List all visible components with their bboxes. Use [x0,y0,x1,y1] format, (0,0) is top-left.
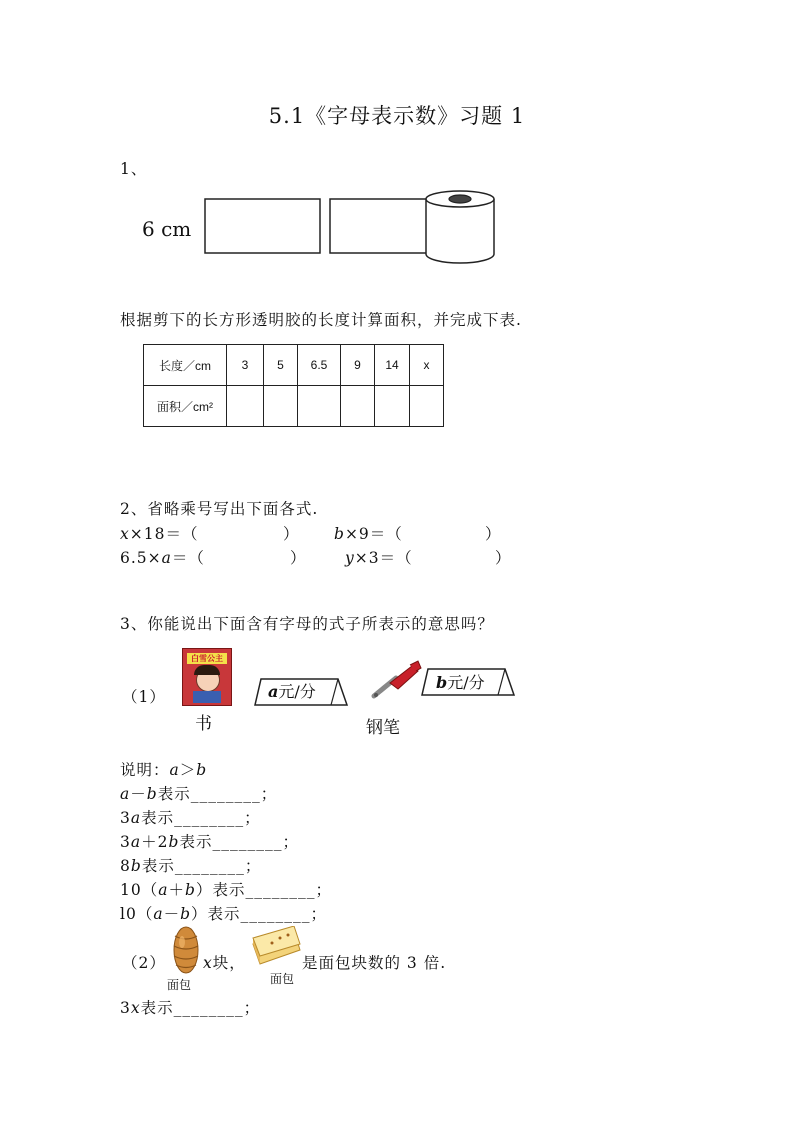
tape-diagram [200,185,500,270]
expression-line-3[interactable]: 3a＋2b表示________； [120,833,299,851]
q2-item-1-close: ） [283,525,300,543]
cut-tape-rect-2 [330,199,430,253]
book-image [182,648,232,706]
q2-item-3-close: ） [290,549,307,567]
cake-image [250,926,304,968]
answer-cell[interactable] [341,386,375,427]
tape-width-label: 6 cm [142,217,192,241]
answer-cell[interactable] [264,386,298,427]
pen-caption: 钢笔 [366,718,400,738]
answer-cell[interactable] [410,386,444,427]
q2-item-4: y×3＝（ [345,549,413,567]
book-price-text: a元/分 [268,682,316,701]
q1-instruction: 根据剪下的长方形透明胶的长度计算面积，并完成下表. [120,311,522,329]
expression-line-2[interactable]: 3a表示________； [120,809,261,827]
q3-heading: 3、你能说出下面含有字母的式子所表示的意思吗？ [120,615,494,633]
table-cell: 14 [375,345,410,386]
expression-line-6[interactable]: l0（a－b）表示________； [120,905,328,923]
part2-tail-text: 是面包块数的 3 倍. [302,954,447,972]
pen-image [368,660,424,702]
table-header-length: 长度／cm [144,345,227,386]
expression-line-7[interactable]: 3x表示________； [120,999,261,1017]
q2-item-1: x×18＝（ [120,525,199,543]
expression-line-5[interactable]: 10（a＋b）表示________； [120,881,332,899]
part1-label: （1） [122,688,166,706]
part2-label: （2） [122,954,166,972]
answer-cell[interactable] [375,386,410,427]
bread-caption: 面包 [167,978,192,992]
table-cell: 9 [341,345,375,386]
tape-roll-icon [426,191,494,263]
part2-var-text: x块， [203,954,246,972]
cut-tape-rect-1 [205,199,320,253]
table-row [144,386,444,427]
book-hair-icon [194,665,220,675]
book-cover-title: 白雪公主 [187,653,227,664]
table-header-area: 面积／cm² [144,386,227,427]
book-dress-icon [193,691,221,703]
q2-heading: 2、省略乘号写出下面各式. [120,500,319,518]
note-line: 说明：a＞b [120,761,208,779]
book-caption: 书 [195,714,212,734]
answer-cell[interactable] [227,386,264,427]
answer-cell[interactable] [298,386,341,427]
pen-price-text: b元/分 [436,673,485,692]
var: x [120,525,130,543]
page-title: 5.1《字母表示数》习题 1 [268,104,526,128]
table-cell: x [410,345,444,386]
croissant-image [168,924,204,976]
q2-item-2-close: ） [485,525,502,543]
q2-item-3: 6.5×a＝（ [120,549,205,567]
table-cell: 5 [264,345,298,386]
q2-item-4-close: ） [495,549,512,567]
expression-line-1[interactable]: a－b表示________； [120,785,278,803]
q2-item-2: b×9＝（ [334,525,403,543]
length-area-table [143,344,444,427]
table-cell: 6.5 [298,345,341,386]
table-row [144,345,444,386]
expression-line-4[interactable]: 8b表示________； [120,857,262,875]
table-cell: 3 [227,345,264,386]
q1-number: 1、 [120,160,148,178]
cake-caption: 面包 [270,972,295,986]
